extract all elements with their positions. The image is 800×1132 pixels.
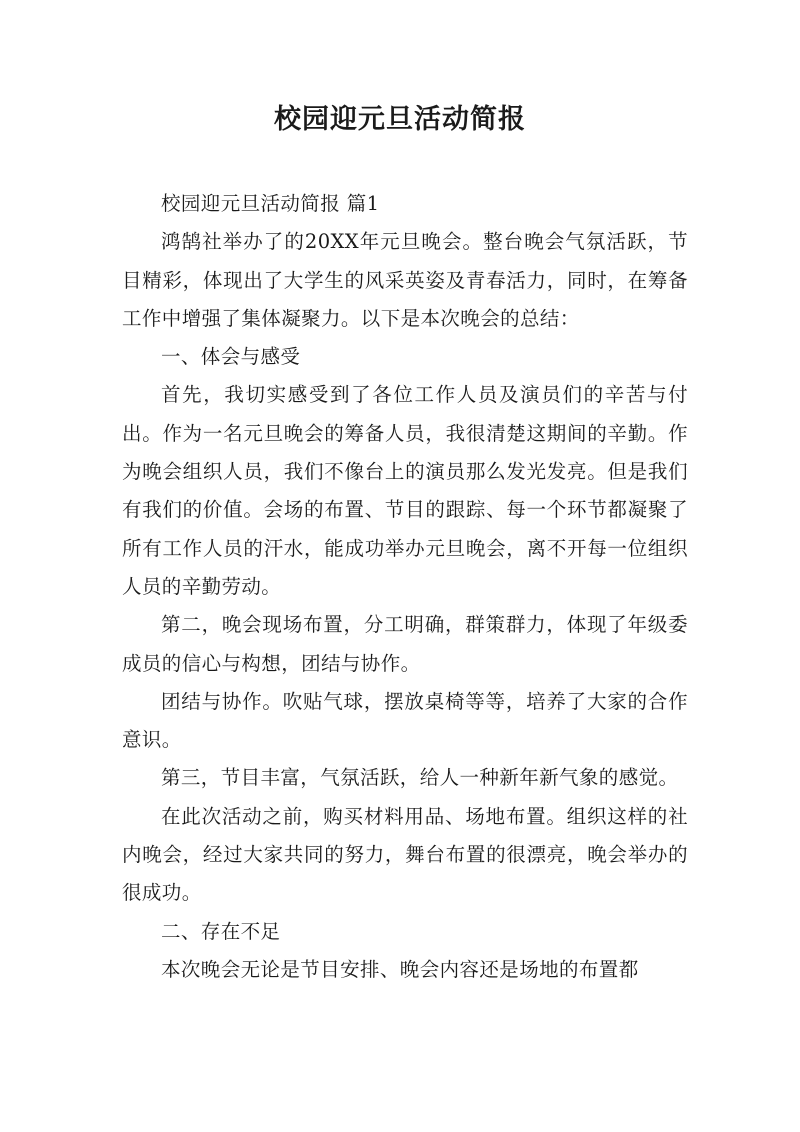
- document-title: 校园迎元旦活动简报: [274, 104, 526, 135]
- paragraph: 首先，我切实感受到了各位工作人员及演员们的辛苦与付出。作为一名元旦晚会的筹备人员，我很清楚这期间的辛勤。作为晚会组织人员，我们不像台上的演员那么发光发亮。但是我们有我们的价值。会场的布置、节目的跟踪、每一个环节都凝聚了所有工作人员的汗水，能成功举办元旦晚会，离不开每一位组织人员的辛勤劳动。: [122, 383, 688, 598]
- section-heading: 二、存在不足: [161, 919, 281, 943]
- section-heading: 一、体会与感受: [161, 345, 301, 369]
- paragraph: 团结与协作。吹贴气球，摆放桌椅等等，培养了大家的合作意识。: [122, 689, 688, 752]
- paragraph: 在此次活动之前，购买材料用品、场地布置。组织这样的社内晚会，经过大家共同的努力，舞台布置的很漂亮，晚会举办的很成功。: [122, 804, 688, 905]
- paragraph: 第二，晚会现场布置，分工明确，群策群力，体现了年级委成员的信心与构想，团结与协作。: [122, 613, 688, 675]
- paragraph-intro: 鸿鹄社举办了的20XX年元旦晚会。整台晚会气氛活跃，节目精彩，体现出了大学生的风采英姿及青春活力，同时，在筹备工作中增强了集体凝聚力。以下是本次晚会的总结：: [122, 230, 688, 330]
- document-body: [122, 185, 688, 989]
- section-heading: 校园迎元旦活动简报 篇1: [161, 192, 380, 215]
- paragraph: 第三，节目丰富，气氛活跃，给人一种新年新气象的感觉。: [161, 766, 679, 790]
- paragraph: 本次晚会无论是节目安排、晚会内容还是场地的布置都: [161, 957, 639, 981]
